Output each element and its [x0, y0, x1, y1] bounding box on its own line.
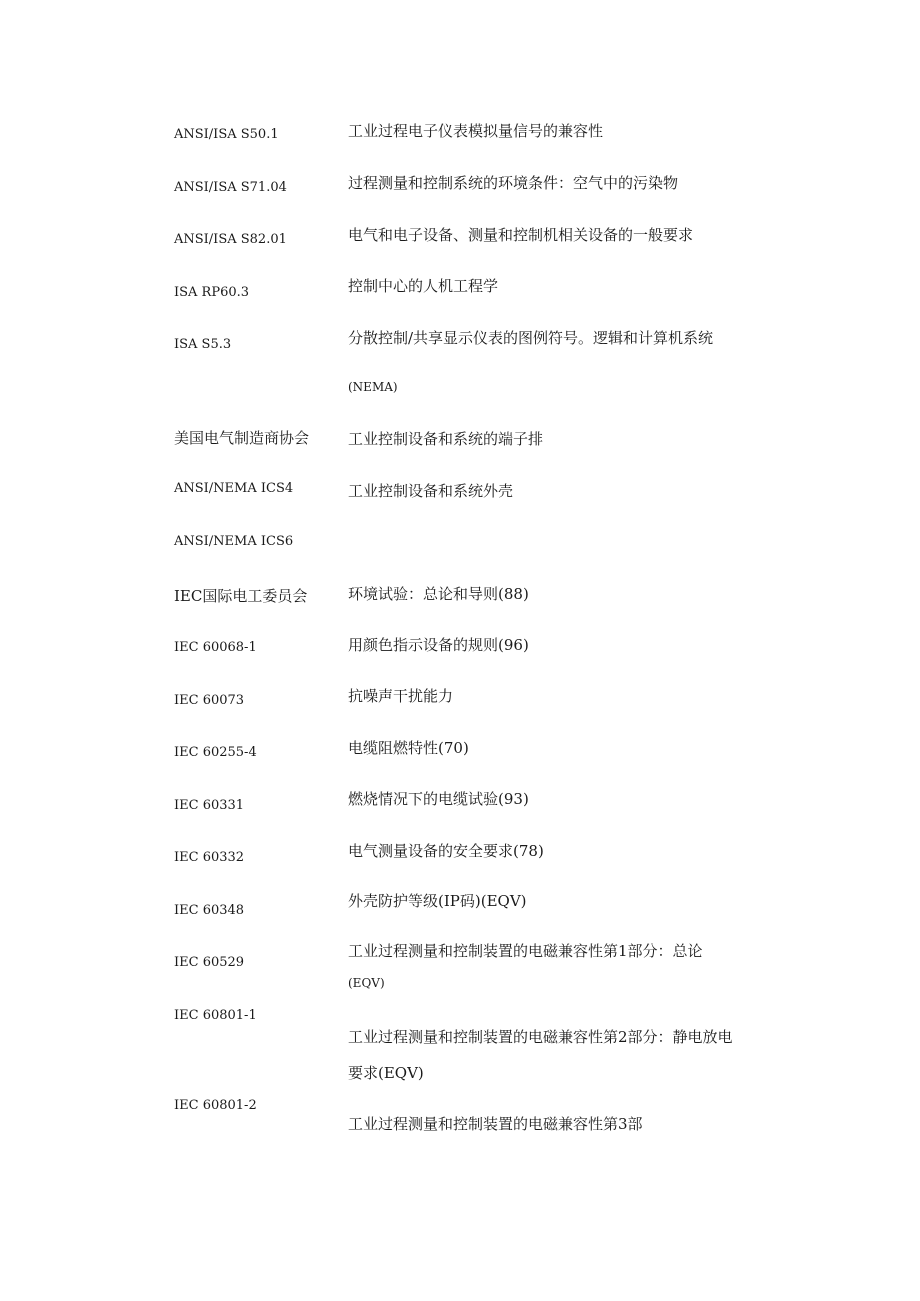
- standard-code: ANSI/ISA S71.04: [174, 180, 287, 195]
- standard-description: 外壳防护等级(IP码)(EQV): [348, 892, 527, 910]
- standard-description: 工业过程测量和控制装置的电磁兼容性第2部分：静电放电: [348, 1028, 733, 1046]
- standard-code: IEC 60332: [174, 850, 245, 865]
- standard-code: ISA S5.3: [174, 337, 232, 352]
- standard-code: ANSI/NEMA ICS4: [174, 481, 294, 496]
- standard-description: 电气和电子设备、测量和控制机相关设备的一般要求: [348, 226, 694, 244]
- standard-description: 环境试验：总论和导则(88): [348, 585, 529, 603]
- standard-description: 过程测量和控制系统的环境条件：空气中的污染物: [348, 174, 679, 192]
- standard-description-continued: 要求(EQV): [348, 1064, 424, 1082]
- standard-description: 控制中心的人机工程学: [348, 277, 499, 295]
- standard-code: IEC 60801-1: [174, 1008, 257, 1023]
- standard-description: 工业过程测量和控制装置的电磁兼容性第1部分：总论: [348, 942, 703, 960]
- standard-description: 电气测量设备的安全要求(78): [348, 842, 544, 860]
- standard-code: IEC 60331: [174, 798, 245, 813]
- standard-code: IEC 60801-2: [174, 1098, 257, 1113]
- standard-code: IEC 60255-4: [174, 745, 257, 760]
- standard-description: 电缆阻燃特性(70): [348, 739, 469, 757]
- organization-heading: 美国电气制造商协会: [174, 429, 310, 447]
- standard-description: 工业控制设备和系统外壳: [348, 482, 514, 500]
- standard-description: 工业过程测量和控制装置的电磁兼容性第3部: [348, 1115, 643, 1133]
- standard-description: 工业过程电子仪表模拟量信号的兼容性: [348, 122, 604, 140]
- standard-code: ANSI/ISA S50.1: [174, 127, 279, 142]
- standard-code: IEC 60348: [174, 903, 245, 918]
- standard-code: ANSI/NEMA ICS6: [174, 534, 294, 549]
- section-label: (NEMA): [348, 380, 398, 394]
- standard-code: IEC 60529: [174, 955, 245, 970]
- standard-description: 分散控制/共享显示仪表的图例符号。逻辑和计算机系统: [348, 329, 714, 347]
- standard-code: ANSI/ISA S82.01: [174, 232, 287, 247]
- standard-description: 用颜色指示设备的规则(96): [348, 636, 529, 654]
- standard-code: IEC 60068-1: [174, 640, 257, 655]
- standard-description-continued: (EQV): [348, 976, 385, 990]
- organization-heading: IEC国际电工委员会: [174, 587, 308, 605]
- standard-code: ISA RP60.3: [174, 285, 250, 300]
- standard-code: IEC 60073: [174, 693, 245, 708]
- standard-description: 工业控制设备和系统的端子排: [348, 430, 544, 448]
- standard-description: 燃烧情况下的电缆试验(93): [348, 790, 529, 808]
- standard-description: 抗噪声干扰能力: [348, 687, 454, 705]
